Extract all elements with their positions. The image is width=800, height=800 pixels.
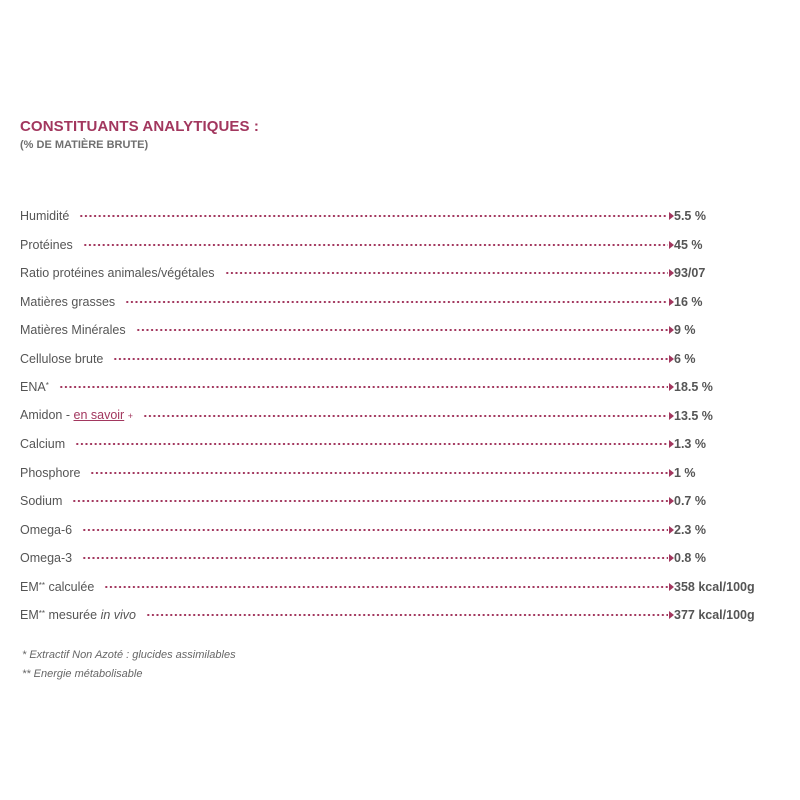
- dotted-leader: [59, 386, 668, 388]
- dotted-leader: [82, 529, 668, 531]
- dotted-leader: [82, 557, 668, 559]
- dotted-leader: [75, 443, 668, 445]
- dotted-leader: [146, 614, 668, 616]
- item-label: Phosphore: [20, 465, 81, 480]
- item-label: Ratio protéines animales/végétales: [20, 266, 215, 281]
- dotted-leader: [90, 472, 668, 474]
- list-item: [20, 516, 770, 545]
- item-value: 0.8 %: [674, 551, 706, 566]
- list-item: [20, 430, 770, 459]
- item-value: 5.5 %: [674, 209, 706, 224]
- list-item: [20, 487, 770, 516]
- item-value: 9 %: [674, 323, 696, 338]
- list-item: [20, 459, 770, 488]
- arrow-right-icon: [669, 326, 674, 334]
- list-item: [20, 373, 770, 402]
- constituents-list: [20, 202, 770, 630]
- item-label: Humidité: [20, 209, 70, 224]
- arrow-right-icon: [669, 269, 674, 277]
- item-value: 1.3 %: [674, 437, 706, 452]
- analytics-section: [20, 118, 770, 623]
- dotted-leader: [113, 358, 668, 360]
- item-label: Amidon - en savoir +: [20, 408, 133, 423]
- list-item: [20, 601, 770, 630]
- item-value: 45 %: [674, 237, 703, 252]
- section-subtitle: (% DE MATIÈRE BRUTE): [20, 139, 149, 151]
- dotted-leader: [143, 415, 668, 417]
- list-item: [20, 573, 770, 602]
- list-item: [20, 288, 770, 317]
- item-value: 2.3 %: [674, 522, 706, 537]
- item-label: Omega-3: [20, 551, 73, 566]
- list-item: [20, 345, 770, 374]
- item-value: 93/07: [674, 266, 706, 281]
- dotted-leader: [79, 215, 668, 217]
- list-item: [20, 202, 770, 231]
- footnote-ena: * Extractif Non Azoté : glucides assimilables: [22, 649, 236, 661]
- item-label: Matières grasses: [20, 294, 116, 309]
- item-label: Calcium: [20, 437, 66, 452]
- item-label: Cellulose brute: [20, 351, 104, 366]
- item-value: 377 kcal/100g: [674, 608, 755, 623]
- section-title: CONSTITUANTS ANALYTIQUES :: [20, 118, 259, 135]
- dotted-leader: [72, 500, 668, 502]
- list-item: [20, 402, 770, 431]
- item-value: 358 kcal/100g: [674, 579, 755, 594]
- learn-more-link[interactable]: en savoir: [73, 408, 125, 423]
- item-label: EM** mesurée in vivo: [20, 608, 137, 623]
- item-label: Omega-6: [20, 522, 73, 537]
- item-value: 0.7 %: [674, 494, 706, 509]
- item-label: Protéines: [20, 237, 73, 252]
- dotted-leader: [225, 272, 668, 274]
- item-label: ENA*: [20, 380, 49, 395]
- dotted-leader: [136, 329, 668, 331]
- item-value: 6 %: [674, 351, 696, 366]
- footnote-em: ** Energie métabolisable: [22, 668, 143, 680]
- footnotes: [22, 646, 236, 684]
- item-label: EM** calculée: [20, 579, 95, 594]
- item-value: 18.5 %: [674, 380, 713, 395]
- item-label: Matières Minérales: [20, 323, 126, 338]
- list-item: [20, 259, 770, 288]
- item-value: 13.5 %: [674, 408, 713, 423]
- item-label: Sodium: [20, 494, 63, 509]
- list-item: [20, 544, 770, 573]
- list-item: [20, 231, 770, 260]
- dotted-leader: [83, 244, 668, 246]
- item-value: 1 %: [674, 465, 696, 480]
- dotted-leader: [104, 586, 668, 588]
- item-value: 16 %: [674, 294, 703, 309]
- dotted-leader: [125, 301, 668, 303]
- list-item: [20, 316, 770, 345]
